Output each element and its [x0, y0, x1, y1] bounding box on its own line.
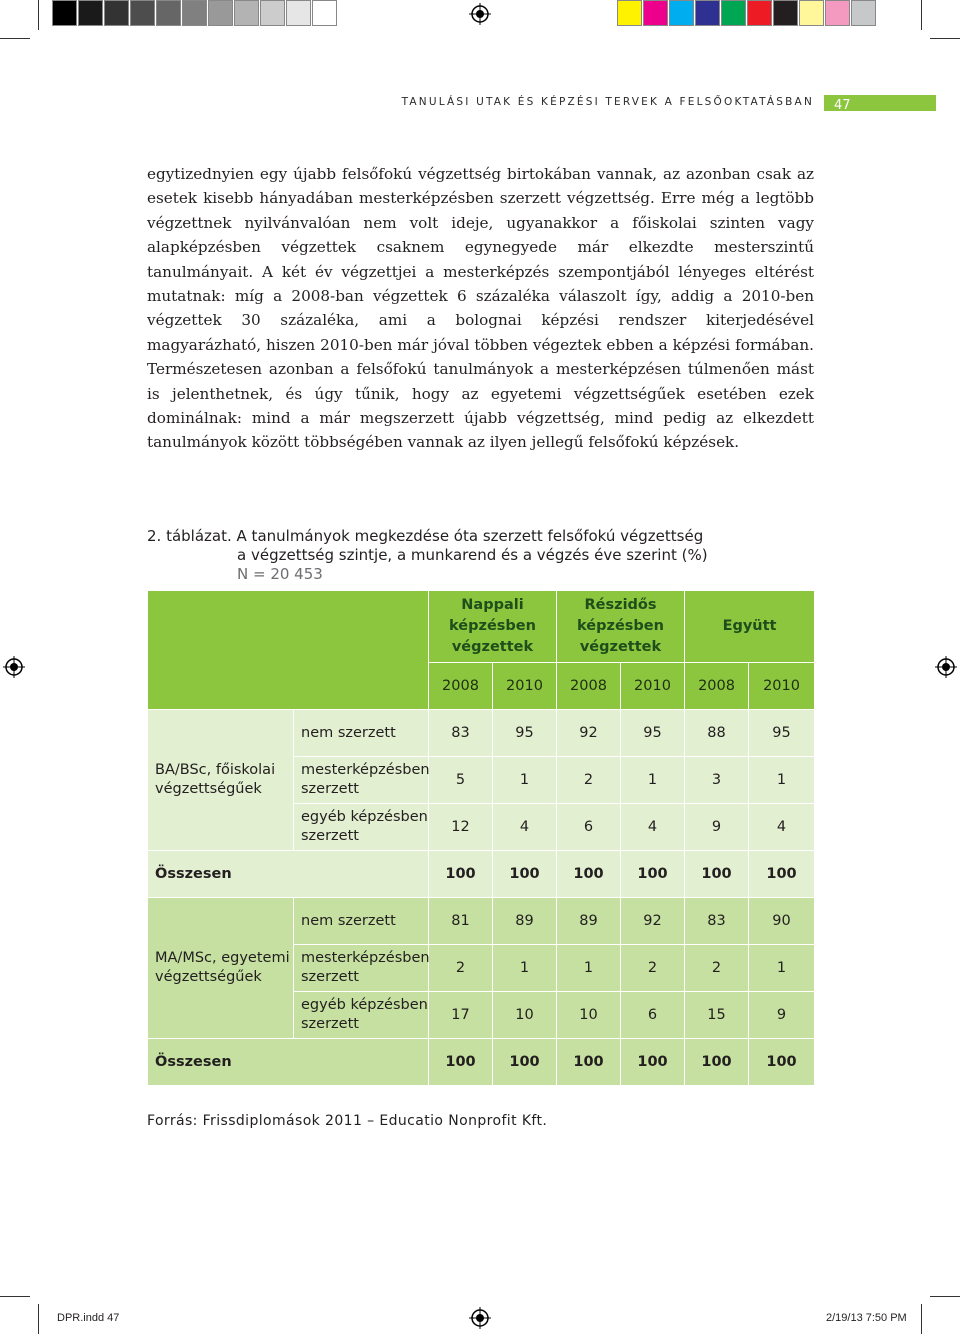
color-swatch	[617, 0, 642, 26]
header-year: 2010	[749, 663, 815, 710]
table-cell: 81	[429, 898, 493, 945]
color-swatch	[208, 0, 233, 26]
crop-mark	[0, 1296, 30, 1297]
crop-mark	[930, 1296, 960, 1297]
table-cell: 92	[621, 898, 685, 945]
color-swatch	[104, 0, 129, 26]
table-caption-line1: A tanulmányok megkezdése óta szerzett felsőfokú végzettség	[236, 527, 704, 545]
color-swatch	[156, 0, 181, 26]
header-egyutt: Együtt	[685, 591, 815, 663]
color-swatch	[52, 0, 77, 26]
table-cell: 83	[429, 710, 493, 757]
footer-datetime: 2/19/13 7:50 PM	[826, 1312, 907, 1324]
table-cell: 100	[749, 851, 815, 898]
total-row	[148, 851, 815, 898]
table-caption-label: 2. táblázat.	[147, 527, 232, 545]
table-cell: 88	[685, 710, 749, 757]
color-swatch	[773, 0, 798, 26]
table-cell: 100	[493, 1039, 557, 1086]
table-cell: 2	[429, 945, 493, 992]
table-cell: 100	[557, 1039, 621, 1086]
header-year: 2008	[429, 663, 493, 710]
table-cell: 5	[429, 757, 493, 804]
table-sample-size: N = 20 453	[237, 565, 323, 583]
table-cell: 100	[429, 851, 493, 898]
row-label: egyéb képzésben szerzett	[294, 992, 429, 1039]
table-cell: 1	[749, 945, 815, 992]
crop-mark	[921, 0, 922, 30]
table-cell: 100	[749, 1039, 815, 1086]
table-cell: 100	[621, 1039, 685, 1086]
table-cell: 89	[557, 898, 621, 945]
table-cell: 4	[749, 804, 815, 851]
row-label: nem szerzett	[294, 710, 429, 757]
body-paragraph: egytizednyien egy újabb felsőfokú végzettség birtokában vannak, az azonban csak az esetek kisebb hányadában mesterképzésben szerzett végzettség. Erre még a legtöbb végzettnek nyilvánvalóan nem volt ideje, ugyanakkor a főiskolai szinten vagy alapképzésben végzettek csaknem egynegyede már elkezdte mesterszintű tanulmányait. A két év végzettjei a mesterképzés szempontjából lényeges eltérést mutatnak: míg a 2008-ban végzettek 6 százaléka válaszolt így, addig a 2010-ben végzettek 30 százaléka, ami a bolognai képzési rendszer kiterjedésével magyarázható, hiszen 2010-ben már jóval többen végeztek ebben a képzési formában. Természetesen azonban a felsőfokú tanulmányok a mesterképzésen túlmenően mást is jelenthetnek, és úgy tűnik, hogy az egyetemi végzettségűek esetében ezek dominálnak: mind a már megszerzett újabb végzettség, mind pedig az elkezdett tanulmányok között többségében vannak az ilyen jellegű felsőfokú képzések.	[147, 165, 814, 452]
table-cell: 15	[685, 992, 749, 1039]
header-year: 2008	[685, 663, 749, 710]
table-cell: 95	[621, 710, 685, 757]
table-cell: 2	[621, 945, 685, 992]
table-cell: 89	[493, 898, 557, 945]
table-cell: 100	[621, 851, 685, 898]
process-color-bar	[617, 0, 877, 28]
color-swatch	[234, 0, 259, 26]
crop-mark	[921, 1304, 922, 1334]
table-cell: 2	[557, 757, 621, 804]
table-cell: 9	[749, 992, 815, 1039]
color-swatch	[747, 0, 772, 26]
data-table	[147, 590, 815, 1086]
table-caption-line2: a végzettség szintje, a munkarend és a végzés éve szerint (%)	[237, 546, 708, 564]
table-cell: 10	[493, 992, 557, 1039]
row-label: nem szerzett	[294, 898, 429, 945]
table-cell: 1	[621, 757, 685, 804]
table-cell: 6	[557, 804, 621, 851]
registration-mark-right-icon	[935, 656, 957, 678]
row-label: mesterképzésben szerzett	[294, 757, 429, 804]
color-swatch	[851, 0, 876, 26]
registration-mark-bottom-icon	[469, 1307, 491, 1329]
table-cell: 95	[749, 710, 815, 757]
table-cell: 100	[429, 1039, 493, 1086]
color-swatch	[669, 0, 694, 26]
table-cell: 4	[493, 804, 557, 851]
registration-mark-top-icon	[469, 3, 491, 25]
table-cell: 100	[685, 851, 749, 898]
page-number: 47	[824, 95, 936, 111]
crop-mark	[930, 38, 960, 39]
header-year: 2010	[493, 663, 557, 710]
color-swatch	[695, 0, 720, 26]
table-cell: 1	[493, 945, 557, 992]
color-swatch	[825, 0, 850, 26]
color-swatch	[78, 0, 103, 26]
color-swatch	[182, 0, 207, 26]
table-cell: 4	[621, 804, 685, 851]
header-year: 2008	[557, 663, 621, 710]
table-row	[148, 898, 815, 945]
color-swatch	[286, 0, 311, 26]
grayscale-color-bar	[52, 0, 338, 28]
table-cell: 1	[557, 945, 621, 992]
table-cell: 2	[685, 945, 749, 992]
header-reszidos: Részidős képzésben végzettek	[557, 591, 685, 663]
table-cell: 95	[493, 710, 557, 757]
table-cell: 6	[621, 992, 685, 1039]
footer-file-info: DPR.indd 47	[57, 1312, 120, 1324]
table-cell: 90	[749, 898, 815, 945]
table-cell: 1	[493, 757, 557, 804]
group-label-ma: MA/MSc, egyetemi végzettségűek	[148, 898, 294, 1039]
header-nappali: Nappali képzésben végzettek	[429, 591, 557, 663]
table-cell: 3	[685, 757, 749, 804]
color-swatch	[799, 0, 824, 26]
row-label: mesterképzésben szerzett	[294, 945, 429, 992]
running-head: TANULÁSI UTAK ÉS KÉPZÉSI TERVEK A FELSŐOKTATÁSBAN	[401, 96, 814, 108]
total-label: Összesen	[148, 1039, 429, 1086]
table-cell: 12	[429, 804, 493, 851]
table-cell: 9	[685, 804, 749, 851]
crop-mark	[38, 0, 39, 30]
table-cell: 10	[557, 992, 621, 1039]
table-row	[148, 710, 815, 757]
row-label: egyéb képzésben szerzett	[294, 804, 429, 851]
table-cell: 100	[493, 851, 557, 898]
table-corner	[148, 591, 429, 710]
crop-mark	[38, 1304, 39, 1334]
table-cell: 1	[749, 757, 815, 804]
table-cell: 100	[685, 1039, 749, 1086]
total-row	[148, 1039, 815, 1086]
color-swatch	[260, 0, 285, 26]
color-swatch	[130, 0, 155, 26]
table-cell: 92	[557, 710, 621, 757]
registration-mark-left-icon	[3, 656, 25, 678]
table-cell: 100	[557, 851, 621, 898]
group-label-ba: BA/BSc, főiskolai végzettségűek	[148, 710, 294, 851]
color-swatch	[721, 0, 746, 26]
color-swatch	[312, 0, 337, 26]
header-year: 2010	[621, 663, 685, 710]
table-cell: 83	[685, 898, 749, 945]
crop-mark	[0, 38, 30, 39]
table-caption	[147, 527, 708, 584]
table-cell: 17	[429, 992, 493, 1039]
table-source: Forrás: Frissdiplomások 2011 – Educatio Nonprofit Kft.	[147, 1113, 548, 1129]
color-swatch	[643, 0, 668, 26]
total-label: Összesen	[148, 851, 429, 898]
